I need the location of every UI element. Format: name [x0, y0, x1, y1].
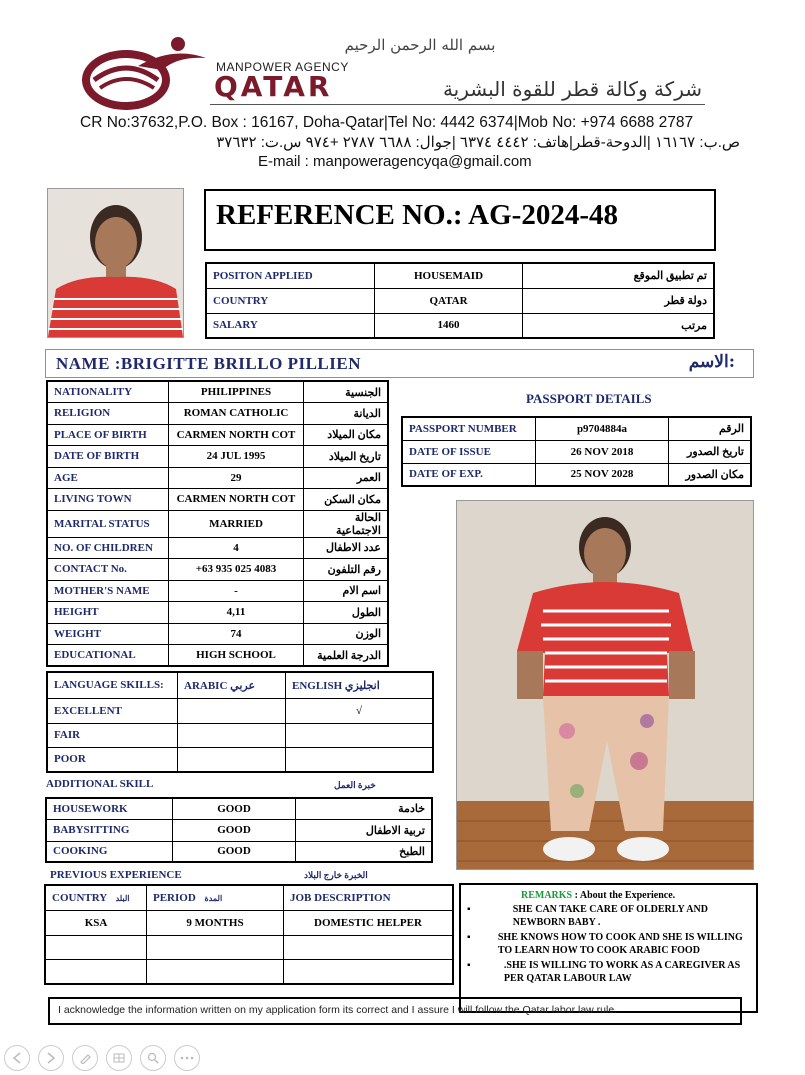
personal-label: EDUCATIONAL: [47, 645, 169, 667]
job-label: SALARY: [206, 313, 375, 338]
personal-arabic: الحالة الاجتماعية: [304, 510, 389, 537]
agency-name-arabic: شركة وكالة قطر للقوة البشرية: [442, 77, 702, 101]
personal-arabic: الجنسية: [304, 381, 389, 403]
experience-period: [147, 959, 284, 984]
job-row: [206, 288, 714, 313]
language-table: [46, 671, 434, 773]
job-label: POSITON APPLIED: [206, 263, 375, 288]
personal-row: [47, 489, 388, 511]
remark-item: ▪ .SHE IS WILLING TO WORK AS A CAREGIVER AS PER QATAR LABOUR LAW: [467, 960, 750, 985]
personal-row: [47, 424, 388, 446]
slides-button[interactable]: [106, 1045, 132, 1071]
header-divider: [210, 104, 705, 105]
personal-arabic: مكان الميلاد: [304, 424, 389, 446]
email: E-mail : manpoweragencyqa@gmail.com: [258, 153, 532, 170]
experience-row: [45, 959, 453, 984]
personal-value: 4,11: [169, 602, 304, 624]
job-value: 1460: [375, 313, 523, 338]
language-row: [47, 723, 433, 747]
experience-table: [44, 884, 454, 985]
personal-arabic: الوزن: [304, 623, 389, 645]
country-column: [45, 885, 147, 910]
skill-label: BABYSITTING: [46, 819, 173, 841]
next-icon: [45, 1052, 57, 1064]
additional-skill-title: ADDITIONAL SKILL: [46, 778, 154, 790]
personal-value: -: [169, 580, 304, 602]
pen-button[interactable]: [72, 1045, 98, 1071]
personal-row: [47, 467, 388, 489]
personal-row: [47, 403, 388, 425]
personal-value: +63 935 025 4083: [169, 559, 304, 581]
acknowledgement-box: [48, 997, 742, 1025]
job-row: [206, 263, 714, 288]
personal-row: [47, 559, 388, 581]
personal-arabic: الطول: [304, 602, 389, 624]
passport-value: p9704884a: [536, 417, 669, 440]
personal-arabic: عدد الاطفال: [304, 537, 389, 559]
skill-label: COOKING: [46, 841, 173, 862]
skill-arabic: الطبخ: [296, 841, 433, 862]
arabic-mark: [178, 747, 286, 772]
personal-arabic: العمر: [304, 467, 389, 489]
experience-period: 9 MONTHS: [147, 910, 284, 935]
remarks-list: [467, 904, 750, 985]
experience-job: [284, 935, 454, 959]
language-level: EXCELLENT: [47, 698, 178, 723]
personal-row: [47, 510, 388, 537]
remark-text: SHE CAN TAKE CARE OF OLDERLY AND NEWBORN BABY .: [512, 904, 708, 928]
passport-arabic: الرقم: [669, 417, 752, 440]
portrait-photo: [47, 188, 184, 338]
remark-item: ▪ SHE KNOWS HOW TO COOK AND SHE IS WILLING TO LEARN HOW TO COOK ARABIC FOOD: [467, 932, 750, 957]
full-body-photo: [456, 500, 754, 870]
personal-row: [47, 537, 388, 559]
personal-value: 29: [169, 467, 304, 489]
personal-row: [47, 623, 388, 645]
skill-value: GOOD: [173, 841, 296, 862]
passport-arabic: مكان الصدور: [669, 463, 752, 486]
personal-row: [47, 645, 388, 667]
viewer-toolbar: [4, 1045, 200, 1073]
zoom-icon: [147, 1052, 159, 1064]
personal-arabic: مكان السكن: [304, 489, 389, 511]
job-arabic: دولة قطر: [523, 288, 715, 313]
personal-value: 4: [169, 537, 304, 559]
job-value: QATAR: [375, 288, 523, 313]
contact-english: CR No:37632,P.O. Box : 16167, Doha-Qatar|Tel No: 4442 6374|Mob No: +974 6688 2787: [80, 114, 694, 131]
remarks-box: [459, 883, 758, 1013]
experience-row: [45, 935, 453, 959]
agency-logo: [78, 36, 208, 116]
personal-label: HEIGHT: [47, 602, 169, 624]
job-description-column: JOB DESCRIPTION: [284, 885, 454, 910]
arabic-column: ARABIC عربي: [178, 672, 286, 698]
passport-row: [402, 440, 751, 463]
next-button[interactable]: [38, 1045, 64, 1071]
country-column-arabic: البلد: [115, 893, 130, 903]
personal-value: HIGH SCHOOL: [169, 645, 304, 667]
experience-row: [45, 910, 453, 935]
previous-icon: [11, 1052, 23, 1064]
skill-row: [46, 798, 432, 819]
remarks-title: : About the Experience.: [574, 890, 676, 901]
passport-label: PASSPORT NUMBER: [402, 417, 536, 440]
reference-number: REFERENCE NO.: AG-2024-48: [216, 199, 618, 231]
personal-label: PLACE OF BIRTH: [47, 424, 169, 446]
acknowledgement-text: I acknowledge the information written on my application form its correct and I assure I will follow the Qatar labor law rule.: [58, 1004, 618, 1016]
passport-label: DATE OF EXP.: [402, 463, 536, 486]
personal-row: [47, 580, 388, 602]
agency-name-big: QATAR: [214, 70, 333, 103]
language-level: FAIR: [47, 723, 178, 747]
remarks-label: REMARKS: [521, 890, 573, 901]
applicant-name: NAME :BRIGITTE BRILLO PILLIEN: [56, 354, 361, 373]
remarks-heading: [521, 890, 675, 901]
english-column: ENGLISH انجليزي: [286, 672, 434, 698]
job-table: [205, 262, 715, 339]
personal-value: ROMAN CATHOLIC: [169, 403, 304, 425]
experience-header-row: [45, 885, 453, 910]
language-row: [47, 698, 433, 723]
slides-icon: [113, 1052, 125, 1064]
remark-item: ▪ SHE CAN TAKE CARE OF OLDERLY AND NEWBORN BABY .: [467, 904, 750, 929]
job-arabic: مرتب: [523, 313, 715, 338]
period-column-label: PERIOD: [153, 891, 196, 904]
personal-label: AGE: [47, 467, 169, 489]
experience-country: [45, 935, 147, 959]
personal-label: MOTHER'S NAME: [47, 580, 169, 602]
pen-icon: [79, 1052, 91, 1064]
period-column-arabic: المدة: [204, 893, 223, 903]
passport-table: [401, 416, 752, 487]
english-mark: [286, 723, 434, 747]
job-arabic: تم تطبيق الموقع: [523, 263, 715, 288]
personal-row: [47, 446, 388, 468]
experience-job: [284, 959, 454, 984]
experience-period: [147, 935, 284, 959]
skill-label: HOUSEWORK: [46, 798, 173, 819]
skill-value: GOOD: [173, 819, 296, 841]
passport-value: 26 NOV 2018: [536, 440, 669, 463]
zoom-button[interactable]: [140, 1045, 166, 1071]
experience-job: DOMESTIC HELPER: [284, 910, 454, 935]
personal-label: LIVING TOWN: [47, 489, 169, 511]
experience-title: PREVIOUS EXPERIENCE: [50, 869, 182, 881]
passport-label: DATE OF ISSUE: [402, 440, 536, 463]
passport-arabic: تاريخ الصدور: [669, 440, 752, 463]
skill-value: GOOD: [173, 798, 296, 819]
job-value: HOUSEMAID: [375, 263, 523, 288]
personal-label: NO. OF CHILDREN: [47, 537, 169, 559]
arabic-mark: [178, 723, 286, 747]
personal-value: CARMEN NORTH COT: [169, 489, 304, 511]
skill-arabic: تربية الاطفال: [296, 819, 433, 841]
skill-row: [46, 819, 432, 841]
personal-arabic: رقم التلفون: [304, 559, 389, 581]
arabic-mark: [178, 698, 286, 723]
reference-box: [204, 189, 716, 251]
language-header: LANGUAGE SKILLS:: [47, 672, 178, 698]
personal-label: CONTACT No.: [47, 559, 169, 581]
skill-arabic: خادمة: [296, 798, 433, 819]
personal-row: [47, 381, 388, 403]
personal-label: DATE OF BIRTH: [47, 446, 169, 468]
personal-arabic: الديانة: [304, 403, 389, 425]
english-mark: [286, 747, 434, 772]
language-level: POOR: [47, 747, 178, 772]
language-header-row: [47, 672, 433, 698]
contact-arabic: ص.ب: ١٦١٦٧ |الدوحة-قطر|هاتف: ٤٤٤٢ ٦٣٧٤ |جوال: ٦٦٨٨ ٢٧٨٧ +٩٧٤ س.ت: ٣٧٦٣٢: [216, 134, 740, 151]
personal-value: 24 JUL 1995: [169, 446, 304, 468]
personal-label: NATIONALITY: [47, 381, 169, 403]
bismillah: بسم الله الرحمن الرحيم: [344, 36, 496, 54]
country-column-label: COUNTRY: [52, 891, 107, 904]
previous-button[interactable]: [4, 1045, 30, 1071]
job-row: [206, 313, 714, 338]
experience-country: [45, 959, 147, 984]
personal-arabic: الدرجة العلمية: [304, 645, 389, 667]
personal-label: MARITAL STATUS: [47, 510, 169, 537]
personal-arabic: اسم الام: [304, 580, 389, 602]
name-arabic-label: الاسم:: [688, 352, 735, 372]
job-label: COUNTRY: [206, 288, 375, 313]
personal-value: MARRIED: [169, 510, 304, 537]
more-button[interactable]: [174, 1045, 200, 1071]
remark-text: .SHE IS WILLING TO WORK AS A CAREGIVER AS PER QATAR LABOUR LAW: [503, 960, 741, 984]
name-bar: [45, 349, 754, 378]
personal-label: WEIGHT: [47, 623, 169, 645]
personal-table: [46, 380, 389, 667]
skill-row: [46, 841, 432, 862]
passport-value: 25 NOV 2028: [536, 463, 669, 486]
english-mark: √: [286, 698, 434, 723]
experience-country: KSA: [45, 910, 147, 935]
personal-value: PHILIPPINES: [169, 381, 304, 403]
passport-row: [402, 417, 751, 440]
passport-row: [402, 463, 751, 486]
additional-skill-title-arabic: خبرة العمل: [334, 780, 376, 790]
passport-title: PASSPORT DETAILS: [526, 391, 652, 406]
personal-value: CARMEN NORTH COT: [169, 424, 304, 446]
personal-label: RELIGION: [47, 403, 169, 425]
period-column: [147, 885, 284, 910]
remark-text: SHE KNOWS HOW TO COOK AND SHE IS WILLING TO LEARN HOW TO COOK ARABIC FOOD: [497, 932, 743, 956]
personal-value: 74: [169, 623, 304, 645]
personal-row: [47, 602, 388, 624]
additional-skill-table: [45, 797, 433, 863]
more-icon: [180, 1056, 194, 1060]
personal-arabic: تاريخ الميلاد: [304, 446, 389, 468]
language-row: [47, 747, 433, 772]
agency-name-small: MANPOWER AGENCY: [216, 60, 349, 74]
experience-title-arabic: الخبرة خارج البلاد: [304, 870, 368, 880]
